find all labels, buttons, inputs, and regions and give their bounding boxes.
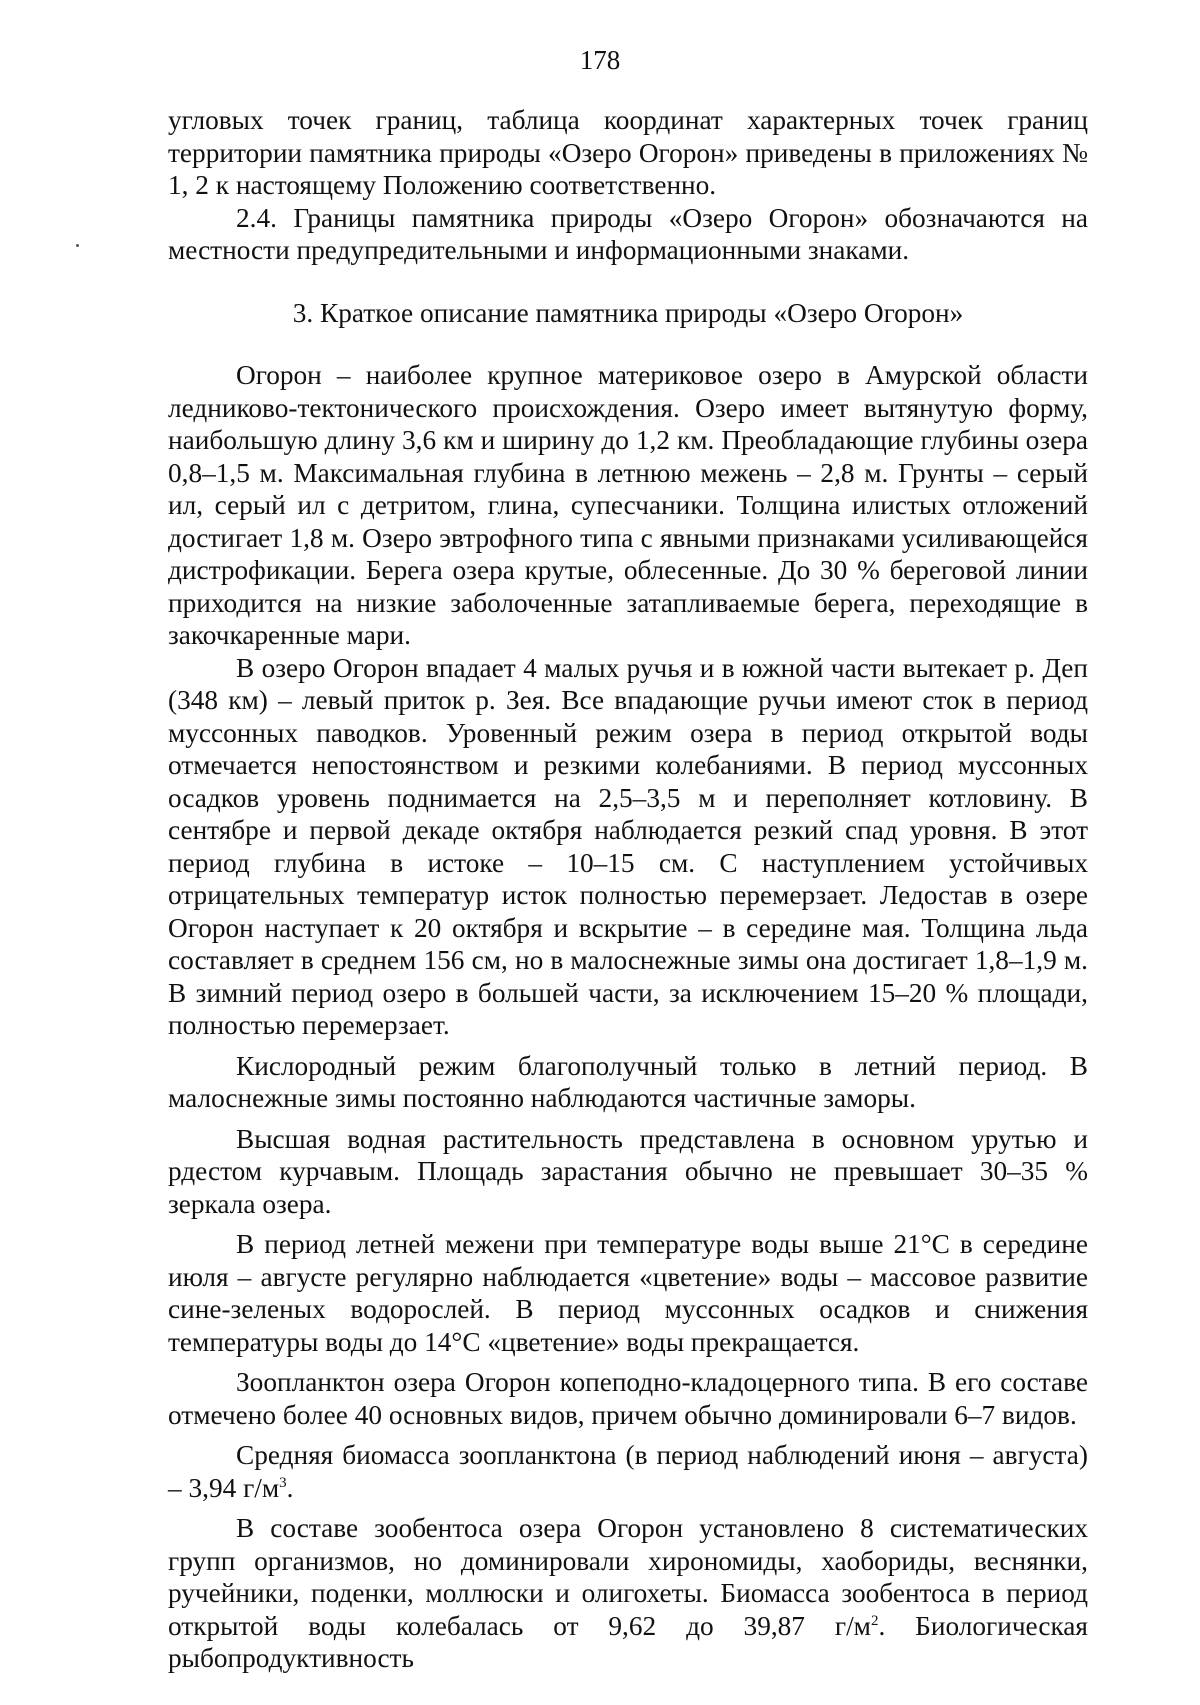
zoobenthos-text-end: . Биологическая рыбопродуктивность <box>168 1610 1088 1673</box>
zoobenthos-unit-superscript: 2 <box>870 1612 879 1629</box>
paragraph-hydrology: В озеро Огорон впадает 4 малых ручья и в южной части вытекает р. Деп (348 км) – левый приток р. Зея. Все впадающие ручьи имеют сток в период муссонных паводков. Уровенный режим озера в период открытой воды отмечается непостоянством и резкими колебаниями. В период муссонных осадков уровень поднимается на 2,5–3,5 м и переполняет котловину. В сентябре и первой декаде октября наблюдается резкий спад уровня. В этот период глубина в истоке – 10–15 см. С наступлением устойчивых отрицательных температур исток полностью перемерзает. Ледостав в озере Огорон наступает к 20 октября и вскрытие – в середине мая. Толщина льда составляет в среднем 156 см, но в малоснежные зимы она достигает 1,8–1,9 м. В зимний период озеро в большей части, за исключением 15–20 % площади, полностью перемерзает. <box>168 652 1088 1040</box>
paragraph-vegetation: Высшая водная растительность представлена в основном урутью и рдестом курчавым. Площадь зарастания обычно не превышает 30–35 % зеркала озера. <box>168 1123 1088 1219</box>
paragraph-2-4-signs: 2.4. Границы памятника природы «Озеро Огорон» обозначаются на местности предупредительными и информационными знаками. <box>168 202 1088 265</box>
biomass-text: Средняя биомасса зоопланктона (в период наблюдений июня – августа) – 3,94 г/м <box>168 1440 1088 1503</box>
biomass-unit-superscript: 3 <box>279 1474 287 1491</box>
biomass-text-end: . <box>286 1472 294 1503</box>
paragraph-water-bloom: В период летней межени при температуре воды выше 21°С в середине июля – августе регулярно наблюдается «цветение» воды – массовое развитие сине-зеленых водорослей. В период муссонных осадков и снижения температуры воды до 14°С «цветение» воды прекращается. <box>168 1229 1088 1357</box>
paragraph-oxygen-regime: Кислородный режим благополучный только в летний период. В малоснежные зимы постоянно наблюдаются частичные заморы. <box>168 1050 1088 1113</box>
page-number: 178 <box>579 45 621 75</box>
paragraph-boundaries-continued: угловых точек границ, таблица координат характерных точек границ территории памятника природы «Озеро Огорон» приведены в приложениях № 1, 2 к настоящему Положению соответственно. <box>168 105 1088 200</box>
paragraph-lake-description: Огорон – наиболее крупное материковое озеро в Амурской области ледниково-тектонического происхождения. Озеро имеет вытянутую форму, наибольшую длину 3,6 км и ширину до 1,2 км. Преобладающие глубины озера 0,8–1,5 м. Максимальная глубина в летнюю межень – 2,8 м. Грунты – серый ил, серый ил с детритом, глина, супесчаники. Толщина илистых отложений достигает 1,8 м. Озеро эвтрофного типа с явными признаками усиливающейся дистрофикации. Берега озера крутые, облесенные. До 30 % береговой линии приходится на низкие заболоченные затапливаемые берега, переходящие в закочкаренные мари. <box>168 360 1088 650</box>
paragraph-zooplankton-biomass <box>168 1439 1088 1504</box>
paragraph-zoobenthos <box>168 1512 1088 1675</box>
zoobenthos-text: В составе зообентоса озера Огорон установлено 8 систематических групп организмов, но доминировали хирономиды, хаобориды, веснянки, ручейники, поденки, моллюски и олигохеты. Биомасса зообентоса в период открытой воды колебалась от 9,62 до 39,87 г/м <box>168 1513 1088 1641</box>
paragraph-zooplankton: Зоопланктон озера Огорон копеподно-кладоцерного типа. В его составе отмечено более 40 основных видов, причем обычно доминировали 6–7 видов. <box>168 1367 1088 1430</box>
document-body <box>168 104 1088 1675</box>
scan-dot-mark <box>76 244 79 247</box>
section-3-heading: 3. Краткое описание памятника природы «Озеро Огорон» <box>292 297 964 328</box>
